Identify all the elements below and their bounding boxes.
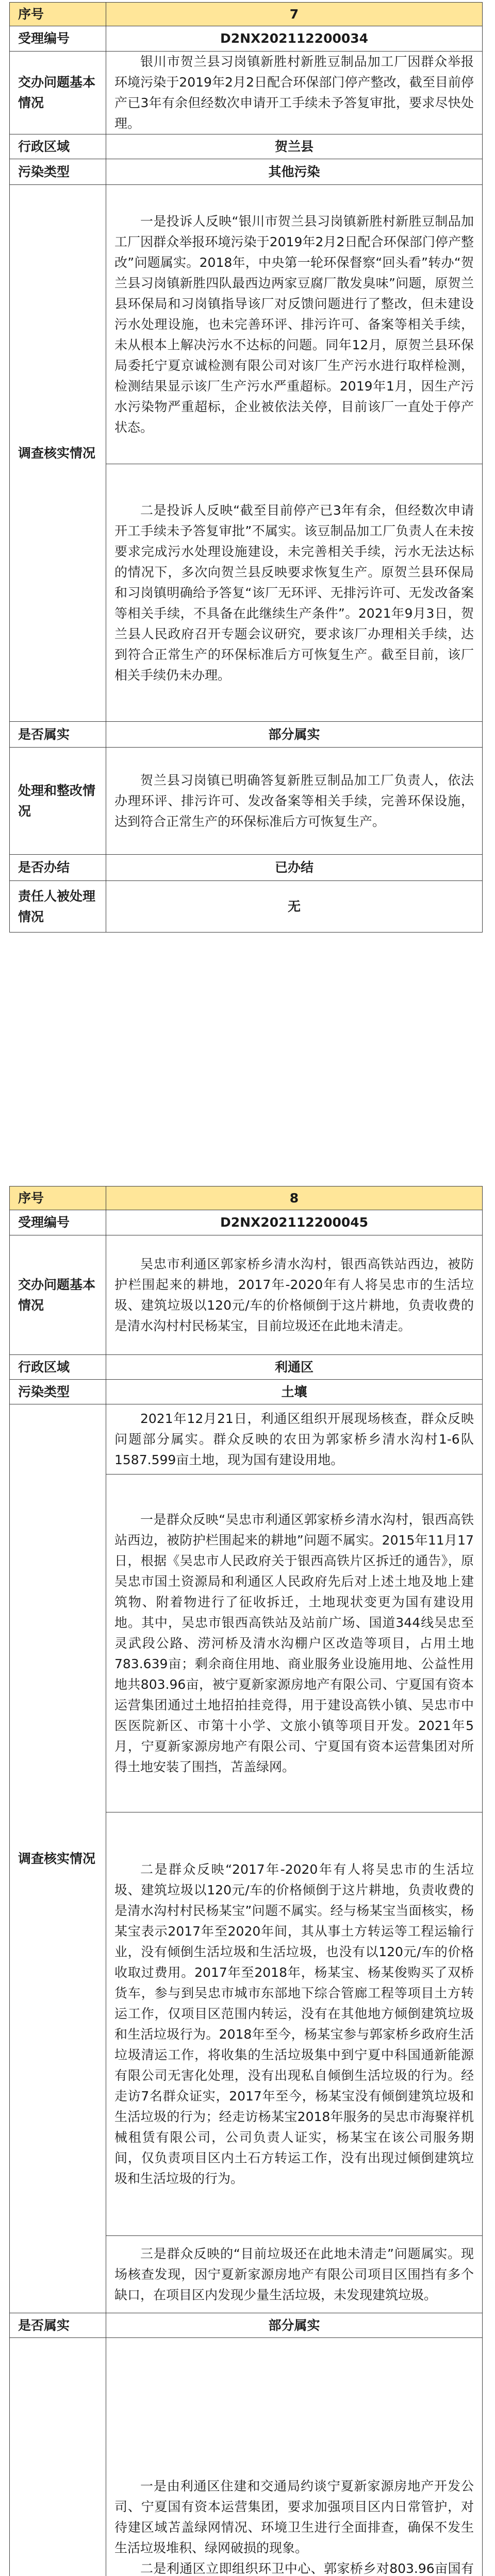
investigation-cell-2 xyxy=(106,464,483,722)
basic-info-cell xyxy=(106,1235,483,1355)
pollution-type-value: 其他污染 xyxy=(106,159,483,185)
row-investigation-1 xyxy=(10,185,483,464)
investigation-text-1: 一是群众反映“吴忠市利通区郭家桥乡清水沟村，银西高铁站西边，被防护栏围起来的耕地”问题不属实。2015年11月17日，根据《吴忠市人民政府关于银西高铁片区拆迁的通告》，原吴忠市国土资源局和利通区人民政府先后对上述土地及地上建筑物、附着物进行了征收拆迁，土地现状变更为国有建设用地。其中，吴忠市银西高铁站及站前广场、国道344线吴忠至灵武段公路、涝河桥及清水沟棚户区改造等项目，占用土地783.639亩；剩余商住用地、商业服务业设施用地、公益性用地共803.96亩，被宁夏新家源房地产有限公司、宁夏国有资本运营集团通过土地招拍挂竞得，用于建设高铁小镇、吴忠市中医医院新区、市第十小学、文旅小镇等项目开发。2021年5月，宁夏新家源房地产有限公司、宁夏国有资本运营集团对所得土地安装了围挡，苫盖绿网。 xyxy=(114,1512,474,1774)
row-is-true xyxy=(10,2313,483,2338)
row-pollution-type xyxy=(10,159,483,185)
investigation-text-0: 2021年12月21日，利通区组织开展现场核查，群众反映问题部分属实。群众反映的农田为郭家桥乡清水沟村1-6队1587.599亩土地，现为国有建设用地。 xyxy=(114,1411,474,1467)
district-label: 行政区域 xyxy=(10,134,106,159)
basic-info-text: 吴忠市利通区郭家桥乡清水沟村，银西高铁站西边，被防护栏围起来的耕地，2017年-2020年有人将吴忠市的生活垃圾、建筑垃圾以120元/车的价格倾倒于这片耕地，负责收费的是清水沟村村民杨某宝，目前垃圾还在此地未清走。 xyxy=(114,1256,474,1333)
investigation-text-2: 二是投诉人反映“截至目前停产已3年有余，但经数次申请开工手续未予答复审批”不属实。该豆制品加工厂负责人在未按要求完成污水处理设施建设，未完善相关手续，污水无法达标的情况下，多次向贺兰县反映要求恢复生产。原贺兰县环保局和习岗镇明确给予答复“该厂无环评、无排污许可、无发改备案等相关手续，不具备在此继续生产条件”。2021年9月3日，贺兰县人民政府召开专题会议研究，要求该厂办理相关手续，达到符合正常生产的环保标准后方可恢复生产。截至目前，该厂相关手续仍未办理。 xyxy=(114,502,474,683)
pollution-type-label: 污染类型 xyxy=(10,1380,106,1404)
is-true-value: 部分属实 xyxy=(106,722,483,748)
case-card-7 xyxy=(9,2,483,933)
investigation-cell-0 xyxy=(106,1404,483,1475)
row-pollution-type xyxy=(10,1380,483,1404)
row-district xyxy=(10,1355,483,1380)
district-label: 行政区域 xyxy=(10,1355,106,1380)
is-closed-value: 已办结 xyxy=(106,855,483,881)
handling-label xyxy=(10,2338,106,2576)
seq-label: 序号 xyxy=(10,1187,106,1210)
basic-info-text: 银川市贺兰县习岗镇新胜村新胜豆制品加工厂因群众举报环境污染于2019年2月2日配合环保部门停产整改，截至目前停产已3年有余但经数次申请开工手续未予答复审批，要求尽快处理。 xyxy=(114,54,474,131)
handling-cell xyxy=(106,2338,483,2576)
is-true-label: 是否属实 xyxy=(10,2313,106,2338)
row-seq xyxy=(10,1187,483,1210)
case-card-8 xyxy=(9,1186,483,2576)
accept-no-label: 受理编号 xyxy=(10,1210,106,1235)
is-true-label: 是否属实 xyxy=(10,722,106,748)
handling-text-2: 二是利通区立即组织环卫中心、郭家桥乡对803.96亩国有 xyxy=(140,2561,474,2576)
handling-text: 贺兰县习岗镇已明确答复新胜豆制品加工厂负责人，依法办理环评、排污许可、发改备案等相关手续，完善环保设施，达到符合正常生产的环保标准后方可恢复生产。 xyxy=(114,772,474,829)
accept-no-label: 受理编号 xyxy=(10,26,106,52)
row-seq xyxy=(10,3,483,26)
row-basic-info xyxy=(10,1235,483,1355)
is-true-value: 部分属实 xyxy=(106,2313,483,2338)
investigation-cell-1 xyxy=(106,1475,483,1812)
handling-text-1: 一是由利通区住建和交通局约谈宁夏新家源房地产开发公司、宁夏国有资本运营集团，要求加强项目区内日常管护，对待建区域苫盖绿网情况、环境卫生进行全面排查，确保不发生生活垃圾堆积、绿网破损的现象。 xyxy=(114,2479,474,2555)
accountability-value: 无 xyxy=(106,881,483,933)
investigation-text-3: 三是群众反映的“目前垃圾还在此地未清走”问题属实。现场核查发现，因宁夏新家源房地产有限公司项目区围挡有多个缺口，在项目区内发现少量生活垃圾，未发现建筑垃圾。 xyxy=(114,2246,474,2302)
row-handling xyxy=(10,2338,483,2576)
row-basic-info xyxy=(10,52,483,134)
investigation-cell-2 xyxy=(106,1812,483,2236)
is-closed-label: 是否办结 xyxy=(10,855,106,881)
seq-value: 7 xyxy=(106,3,483,26)
row-accept-no xyxy=(10,1210,483,1235)
handling-label: 处理和整改情况 xyxy=(10,748,106,855)
district-value: 贺兰县 xyxy=(106,134,483,159)
row-is-true xyxy=(10,722,483,748)
row-accountability xyxy=(10,881,483,933)
seq-label: 序号 xyxy=(10,3,106,26)
pollution-type-label: 污染类型 xyxy=(10,159,106,185)
investigation-text-1: 一是投诉人反映“银川市贺兰县习岗镇新胜村新胜豆制品加工厂因群众举报环境污染于2019年2月2日配合环保部门停产整改”问题属实。2018年，中央第一轮环保督察“回头看”转办“贺兰县习岗镇新胜四队最西边两家豆腐厂散发臭味”问题，原贺兰县环保局和习岗镇指导该厂对反馈问题进行了整改，但未建设污水处理设施，也未完善环评、排污许可、备案等相关手续，未从根本上解决污水不达标的问题。同年12月，原贺兰县环保局委托宁夏京诚检测有限公司对该厂生产污水进行取样检测，检测结果显示该厂生产污水严重超标。2019年1月，因生产污水污染物严重超标，企业被依法关停，目前该厂一直处于停产状态。 xyxy=(114,213,474,435)
seq-value: 8 xyxy=(106,1187,483,1210)
basic-info-label: 交办问题基本情况 xyxy=(10,1235,106,1355)
row-accept-no xyxy=(10,26,483,52)
investigation-label: 调查核实情况 xyxy=(10,1404,106,2313)
accept-no-value: D2NX202112200034 xyxy=(106,26,483,52)
investigation-text-2: 二是群众反映“2017年-2020年有人将吴忠市的生活垃圾、建筑垃圾以120元/车的价格倾倒于这片耕地，负责收费的是清水沟村村民杨某宝”问题不属实。经与杨某宝当面核实，杨某宝表示2017年至2020年间，其从事土方转运等工程运输行业，没有倾倒生活垃圾和生活垃圾，也没有以120元/车的价格收取过费用。2017年至2018年，杨某宝、杨某俊购买了双桥货车，参与到吴忠市城市东部地下综合管廊工程等项目土方转运工作，仅项目区范围内转运，没有在其他地方倾倒建筑垃圾和生活垃圾行为。2018年至今，杨某宝参与郭家桥乡政府生活垃圾清运工作，将收集的生活垃圾集中到宁夏中科国通新能源有限公司无害化处理，没有出现私自倾倒生活垃圾的行为。经走访7名群众证实，2017年至今，杨某宝没有倾倒建筑垃圾和生活垃圾的行为；经走访杨某宝2018年服务的吴忠市海聚祥机械租赁有限公司，公司负责人证实，杨某宝在该公司服务期间，仅负责项目区内土石方转运工作，没有出现过倾倒建筑垃圾和生活垃圾的行为。 xyxy=(114,1861,474,2186)
accountability-label: 责任人被处理情况 xyxy=(10,881,106,933)
row-district xyxy=(10,134,483,159)
investigation-label: 调查核实情况 xyxy=(10,185,106,722)
row-handling xyxy=(10,748,483,855)
basic-info-label: 交办问题基本情况 xyxy=(10,52,106,134)
accept-no-value: D2NX202112200045 xyxy=(106,1210,483,1235)
handling-cell xyxy=(106,748,483,855)
row-investigation-0 xyxy=(10,1404,483,1475)
investigation-cell-1 xyxy=(106,185,483,464)
row-is-closed xyxy=(10,855,483,881)
district-value: 利通区 xyxy=(106,1355,483,1380)
basic-info-cell xyxy=(106,52,483,134)
pollution-type-value: 土壤 xyxy=(106,1380,483,1404)
investigation-cell-3 xyxy=(106,2236,483,2313)
